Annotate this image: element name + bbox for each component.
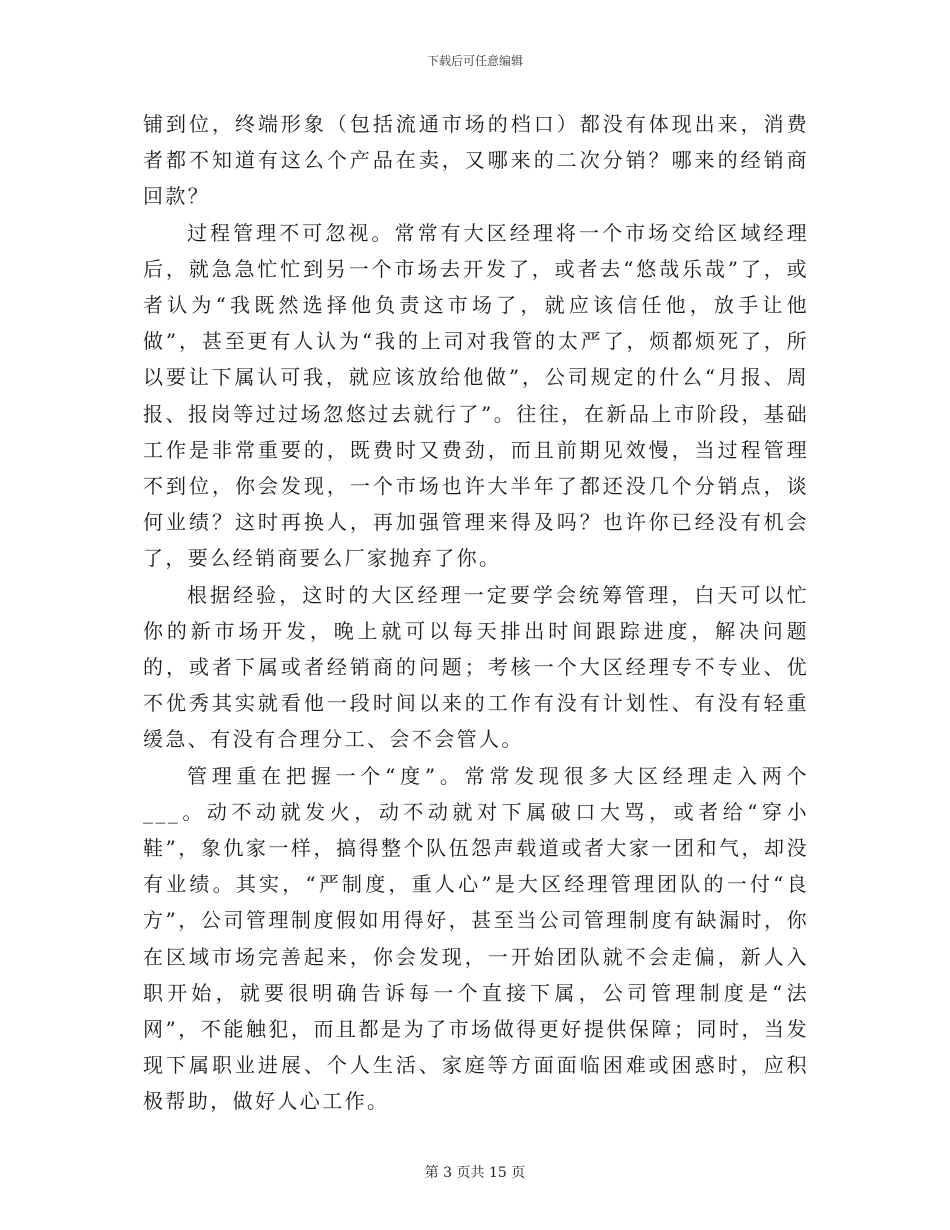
- paragraph-experience: 根据经验，这时的大区经理一定要学会统筹管理，白天可以忙你的新市场开发，晚上就可以每天排出时间跟踪进度，解决问题的，或者下属或者经销商的问题；考核一个大区经理专不专业、优不优秀其实就看他一段时间以来的工作有没有计划性、有没有轻重缓急、有没有合理分工、会不会管人。: [143, 582, 809, 752]
- page-number: 第 3 页共 15 页: [424, 1165, 526, 1181]
- page-header-note: 下载后可任意编辑: [426, 54, 523, 68]
- paragraph-management-degree: 管理重在把握一个“度”。常常发现很多大区经理走入两个___。动不动就发火，动不动就对下属破口大骂，或者给“穿小鞋”，象仇家一样，搞得整个队伍怨声载道或者大家一团和气，却没有业绩。其实，“严制度，重人心”是大区经理管理团队的一付“良方”，公司管理制度假如用得好，甚至当公司管理制度有缺漏时，你在区域市场完善起来，你会发现，一开始团队就不会走偏，新人入职开始，就要很明确告诉每一个直接下属，公司管理制度是“法网”，不能触犯，而且都是为了市场做得更好提供保障；同时，当发现下属职业进展、个人生活、家庭等方面面临困难或困惑时，应积极帮助，做好人心工作。: [143, 763, 809, 1114]
- paragraph-continuation: 铺到位，终端形象（包括流通市场的档口）都没有体现出来，消费者都不知道有这么个产品在卖，又哪来的二次分销？哪来的经销商回款？: [143, 112, 809, 209]
- paragraph-process-management: 过程管理不可忽视。常常有大区经理将一个市场交给区域经理后，就急急忙忙到另一个市场去开发了，或者去“悠哉乐哉”了，或者认为“我既然选择他负责这市场了，就应该信任他，放手让他做”，甚至更有人认为“我的上司对我管的太严了，烦都烦死了，所以要让下属认可我，就应该放给他做”，公司规定的什么“月报、周报、报岗等过过场忽悠过去就行了”。往往，在新品上市阶段，基础工作是非常重要的，既费时又费劲，而且前期见效慢，当过程管理不到位，你会发现，一个市场也许大半年了都还没几个分销点，谈何业绩？这时再换人，再加强管理来得及吗？也许你已经没有机会了，要么经销商要么厂家抛弃了你。: [143, 220, 809, 571]
- document-body: [143, 106, 809, 1120]
